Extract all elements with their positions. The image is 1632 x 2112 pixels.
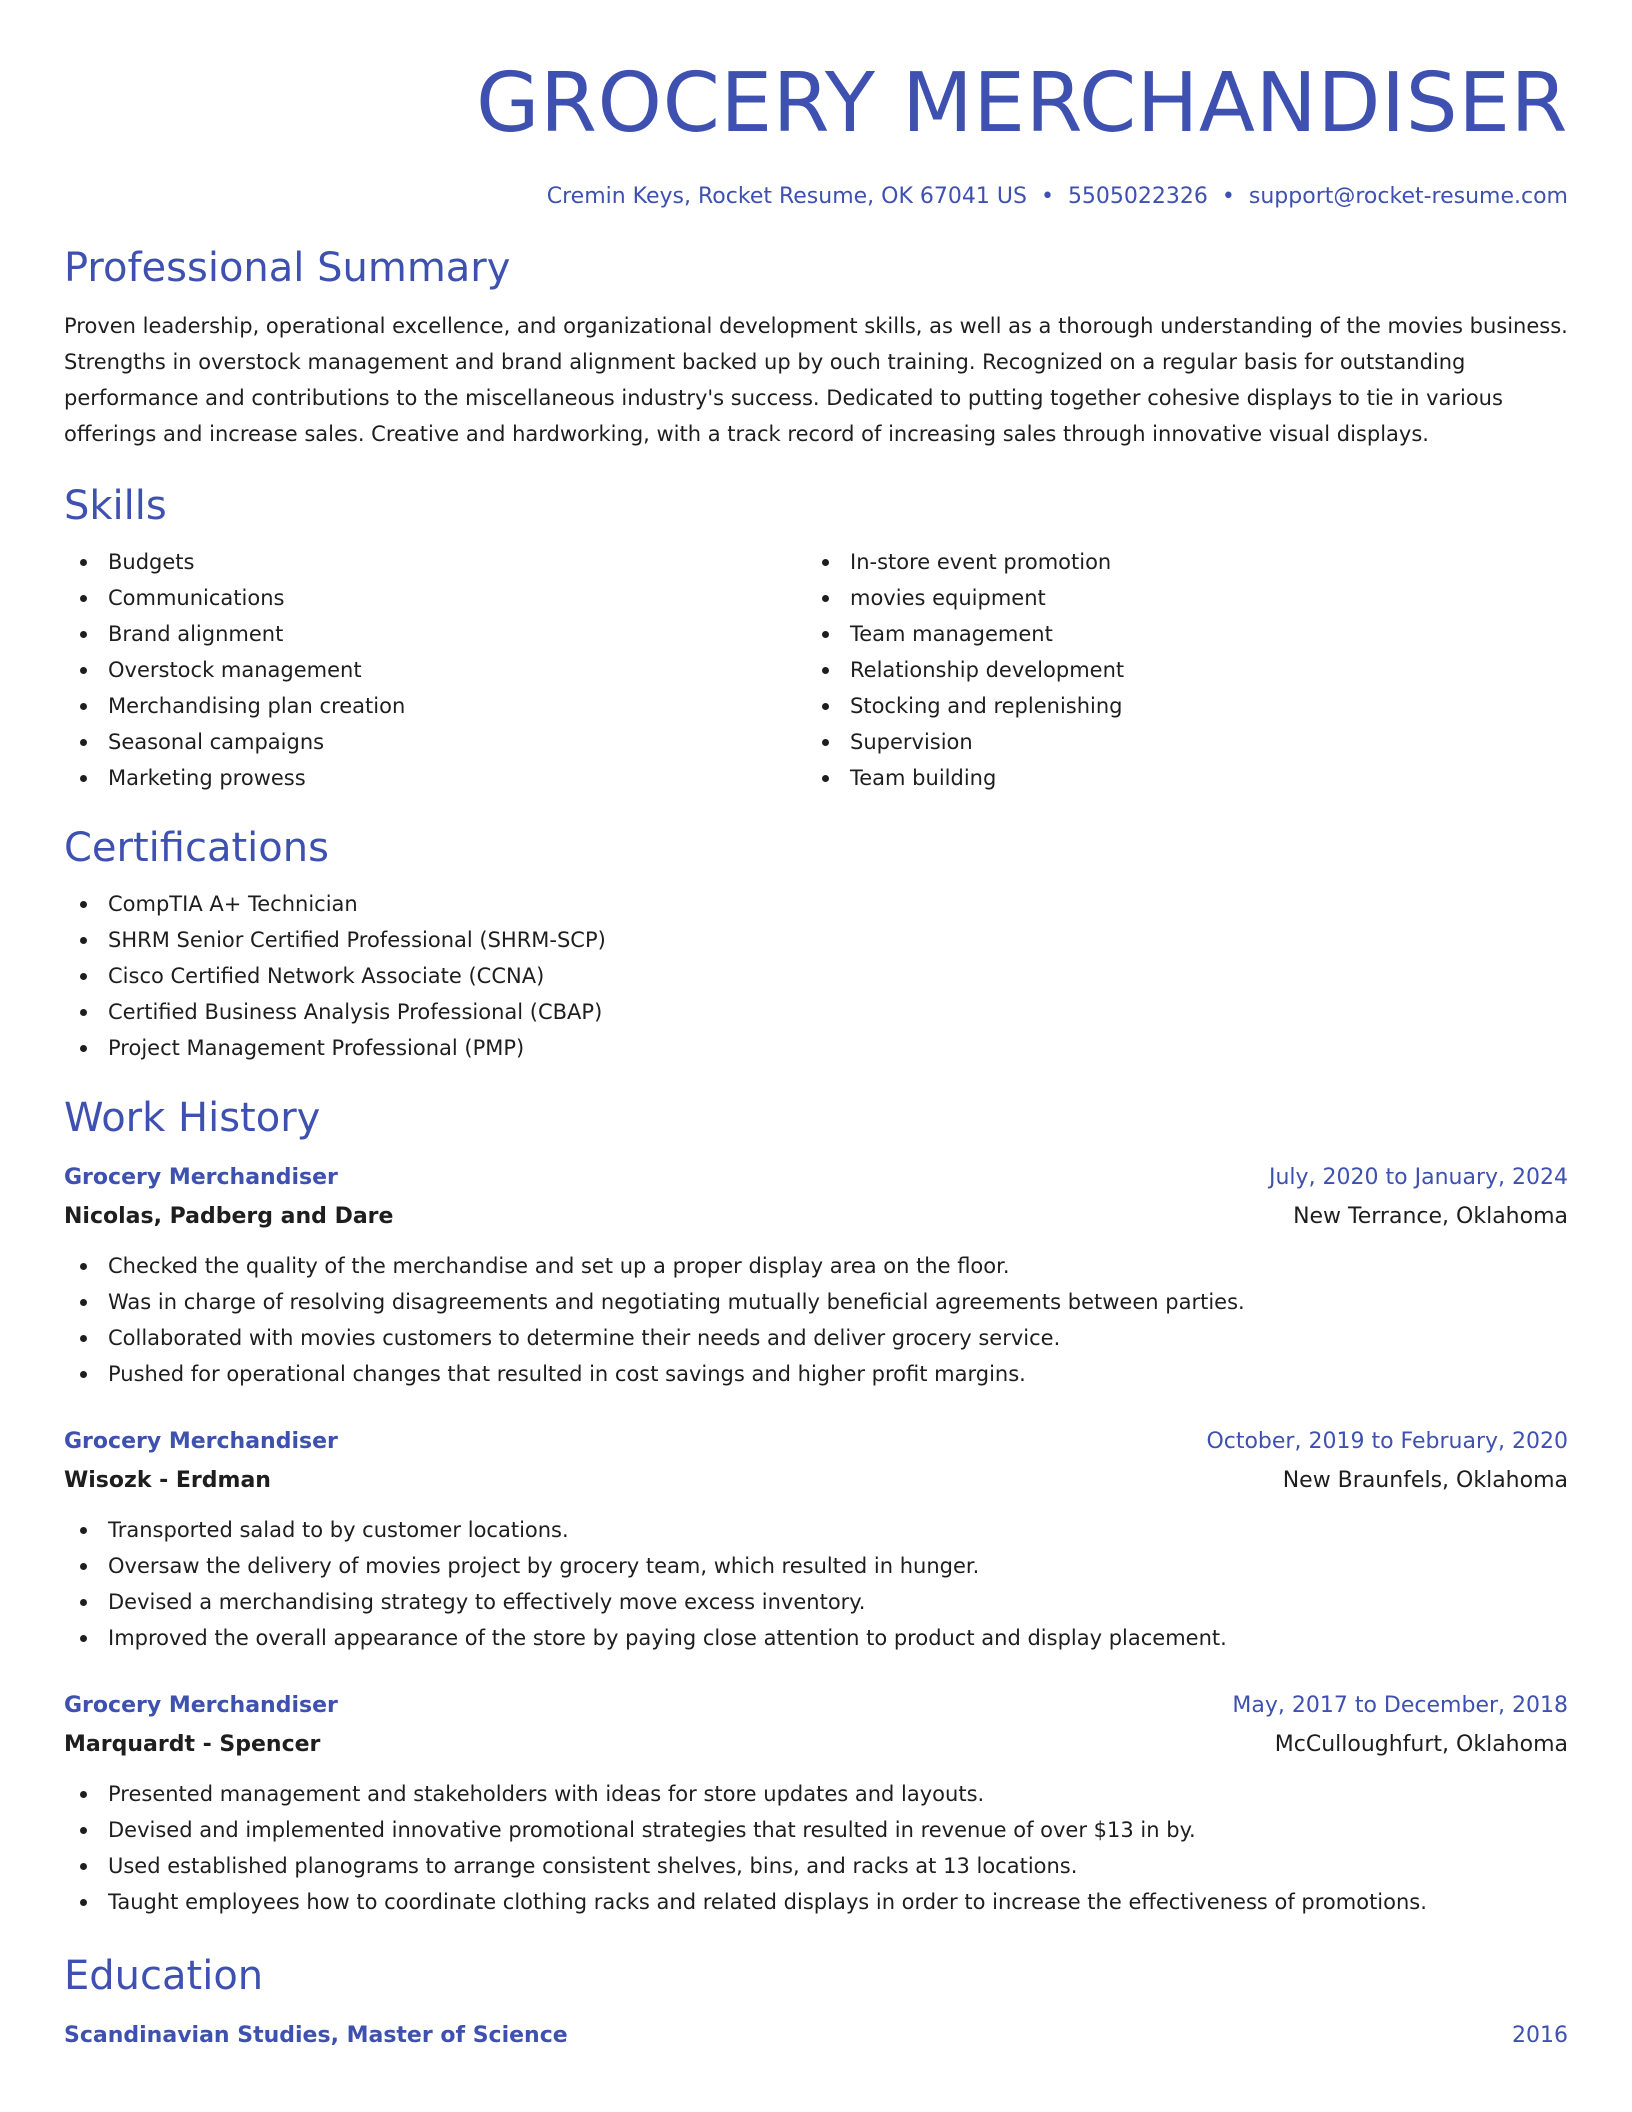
- resume-title: GROCERY MERCHANDISER: [476, 56, 1568, 151]
- job-bullet: Pushed for operational changes that resulted in cost savings and higher profit margins.: [64, 1356, 1568, 1392]
- skill-item: Budgets: [64, 544, 806, 580]
- education-year: 2016: [1512, 2023, 1568, 2048]
- job-bullet: Used established planograms to arrange consistent shelves, bins, and racks at 13 locations.: [64, 1848, 1568, 1884]
- job-bullet: Was in charge of resolving disagreements and negotiating mutually beneficial agreements between parties.: [64, 1284, 1568, 1320]
- skill-item: Team management: [806, 616, 1548, 652]
- skill-item: Seasonal campaigns: [64, 724, 806, 760]
- skill-item: Overstock management: [64, 652, 806, 688]
- skill-item: Team building: [806, 760, 1548, 796]
- summary-heading: Professional Summary: [64, 245, 511, 291]
- job-entry: [64, 1158, 1568, 1392]
- contact-separator: •: [1040, 184, 1054, 209]
- summary-text: Proven leadership, operational excellence, and organizational development skills, as well as a thorough understanding of the movies business. Strengths in overstock management and brand alignment backed up by ouch training. Recognized on a regular basis for outstanding performance and contributions to the miscellaneous industry's success. Dedicated to putting together cohesive displays to tie in various offerings and increase sales. Creative and hardworking, with a track record of increasing sales through innovative visual displays.: [64, 314, 1568, 446]
- job-bullets: [64, 1776, 1568, 1920]
- job-location: McCulloughfurt, Oklahoma: [1274, 1732, 1568, 1757]
- education-heading: Education: [64, 1953, 264, 1999]
- job-bullet: Checked the quality of the merchandise and set up a proper display area on the floor.: [64, 1248, 1568, 1284]
- contact-phone: 5505022326: [1067, 184, 1208, 209]
- skills-section: [64, 480, 1568, 796]
- job-bullet: Transported salad to by customer locations.: [64, 1512, 1568, 1548]
- certification-item: SHRM Senior Certified Professional (SHRM-SCP): [64, 922, 1568, 958]
- job-bullets: [64, 1512, 1568, 1656]
- education-degree: Scandinavian Studies, Master of Science: [64, 2023, 568, 2048]
- job-title: Grocery Merchandiser: [64, 1429, 338, 1454]
- job-bullet: Oversaw the delivery of movies project by grocery team, which resulted in hunger.: [64, 1548, 1568, 1584]
- job-bullet: Devised a merchandising strategy to effectively move excess inventory.: [64, 1584, 1568, 1620]
- resume-page: [64, 0, 1568, 2112]
- certifications-list: [64, 886, 1568, 1066]
- job-dates: May, 2017 to December, 2018: [1232, 1693, 1568, 1718]
- job-bullet: Collaborated with movies customers to determine their needs and deliver grocery service.: [64, 1320, 1568, 1356]
- job-title: Grocery Merchandiser: [64, 1693, 338, 1718]
- job-entry: [64, 1686, 1568, 1920]
- job-bullet: Taught employees how to coordinate clothing racks and related displays in order to increase the effectiveness of promotions.: [64, 1884, 1568, 1920]
- education-section: [64, 1950, 1568, 2056]
- work-history-section: [64, 1092, 1568, 1920]
- certifications-section: [64, 822, 1568, 1066]
- certification-item: Project Management Professional (PMP): [64, 1030, 1568, 1066]
- job-bullet: Devised and implemented innovative promotional strategies that resulted in revenue of over $13 in by.: [64, 1812, 1568, 1848]
- skill-item: Supervision: [806, 724, 1548, 760]
- job-company: Wisozk - Erdman: [64, 1468, 271, 1493]
- skill-item: Marketing prowess: [64, 760, 806, 796]
- skill-item: Brand alignment: [64, 616, 806, 652]
- skills-list-left: [64, 544, 806, 796]
- job-location: New Terrance, Oklahoma: [1293, 1204, 1568, 1229]
- job-company: Marquardt - Spencer: [64, 1732, 321, 1757]
- job-dates: October, 2019 to February, 2020: [1206, 1429, 1568, 1454]
- skill-item: In-store event promotion: [806, 544, 1548, 580]
- work-history-heading: Work History: [64, 1095, 321, 1141]
- job-bullet: Improved the overall appearance of the store by paying close attention to product and display placement.: [64, 1620, 1568, 1656]
- certifications-heading: Certifications: [64, 825, 329, 871]
- contact-line: [64, 182, 1568, 212]
- skill-item: movies equipment: [806, 580, 1548, 616]
- job-bullet: Presented management and stakeholders with ideas for store updates and layouts.: [64, 1776, 1568, 1812]
- skill-item: Stocking and replenishing: [806, 688, 1548, 724]
- job-dates: July, 2020 to January, 2024: [1269, 1165, 1568, 1190]
- job-bullets: [64, 1248, 1568, 1392]
- summary-section: [64, 242, 1568, 452]
- skills-list-right: [806, 544, 1548, 796]
- job-company: Nicolas, Padberg and Dare: [64, 1204, 394, 1229]
- skill-item: Communications: [64, 580, 806, 616]
- contact-separator: •: [1221, 184, 1235, 209]
- skills-heading: Skills: [64, 483, 167, 529]
- skill-item: Merchandising plan creation: [64, 688, 806, 724]
- skill-item: Relationship development: [806, 652, 1548, 688]
- job-title: Grocery Merchandiser: [64, 1165, 338, 1190]
- contact-email: support@rocket-resume.com: [1248, 184, 1568, 209]
- certification-item: CompTIA A+ Technician: [64, 886, 1568, 922]
- certification-item: Cisco Certified Network Associate (CCNA): [64, 958, 1568, 994]
- contact-address: Cremin Keys, Rocket Resume, OK 67041 US: [546, 184, 1027, 209]
- skills-columns: [64, 544, 1568, 796]
- job-entry: [64, 1422, 1568, 1656]
- job-location: New Braunfels, Oklahoma: [1282, 1468, 1568, 1493]
- education-entry: [64, 2016, 1568, 2056]
- certification-item: Certified Business Analysis Professional (CBAP): [64, 994, 1568, 1030]
